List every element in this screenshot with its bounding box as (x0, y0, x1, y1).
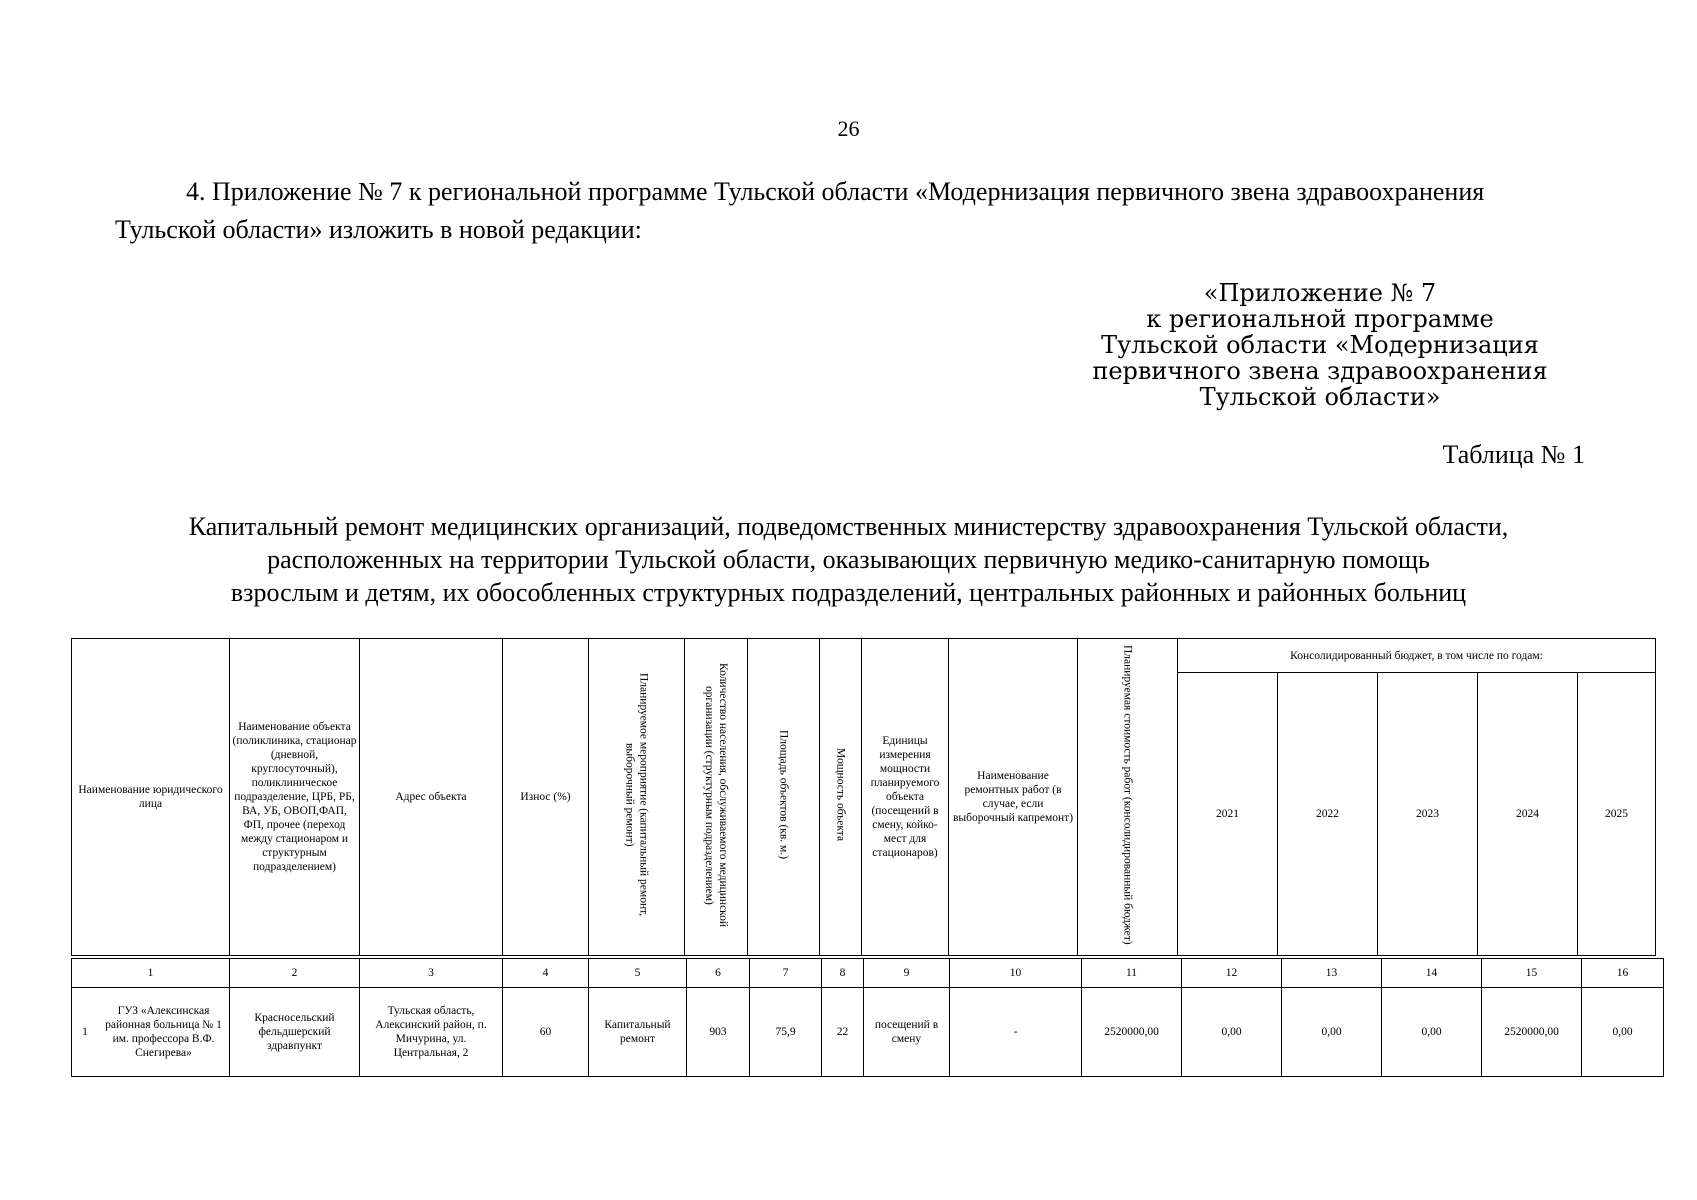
column-number: 13 (1282, 959, 1382, 988)
column-number: 9 (864, 959, 950, 988)
header-capacity-units: Единицы измерения мощности планируемого объекта (посещений в смену, койко-мест для стационаров) (862, 639, 949, 956)
header-object-name: Наименование объекта (поликлиника, стационар (дневной, круглосуточный), поликлиническое подразделение, ЦРБ, РБ, ВА, УБ, ОВОП,ФАП, ФП, прочее (переход между стационаром и структурным подразделением) (230, 639, 360, 956)
header-budget-group: Консолидированный бюджет, в том числе по годам: (1178, 639, 1656, 673)
legal-entity-name: ГУЗ «Алексинская районная больница № 1 им. профессора В.Ф. Снегирева» (105, 1005, 222, 1059)
table-header (71, 638, 1656, 956)
column-number: 4 (503, 959, 589, 988)
cell-year-2025: 0,00 (1582, 988, 1664, 1077)
column-number: 8 (822, 959, 864, 988)
cell-capacity-units: посещений в смену (864, 988, 950, 1077)
annex-line: к региональной программе (1146, 305, 1494, 333)
header-year-2024: 2024 (1478, 673, 1578, 956)
intro-line-2: Тульской области» изложить в новой редакции: (115, 215, 642, 244)
header-wear: Износ (%) (503, 639, 589, 956)
cell-planned-cost: 2520000,00 (1082, 988, 1182, 1077)
cell-year-2024: 2520000,00 (1482, 988, 1582, 1077)
cell-repair-works: - (950, 988, 1082, 1077)
header-repair-works: Наименование ремонтных работ (в случае, если выборочный капремонт) (949, 639, 1078, 956)
column-number: 5 (589, 959, 687, 988)
document-title (60, 510, 1637, 609)
header-population (685, 639, 748, 956)
cell-year-2023: 0,00 (1382, 988, 1482, 1077)
cell-population: 903 (687, 988, 750, 1077)
cell-address: Тульская область, Алексинский район, п. Мичурина, ул. Центральная, 2 (360, 988, 503, 1077)
header-planned-cost-text: Планируемая стоимость работ (консолидированный бюджет) (1121, 645, 1134, 945)
column-number: 15 (1482, 959, 1582, 988)
cell-planned-event: Капитальный ремонт (589, 988, 687, 1077)
cell-wear: 60 (503, 988, 589, 1077)
column-number: 14 (1382, 959, 1482, 988)
header-planned-cost (1078, 639, 1178, 956)
intro-line-1: 4. Приложение № 7 к региональной программе Тульской области «Модернизация первичного звена здравоохранения (186, 177, 1485, 206)
page-number: 26 (837, 116, 860, 141)
column-number: 11 (1082, 959, 1182, 988)
cell-year-2021: 0,00 (1182, 988, 1282, 1077)
title-line: расположенных на территории Тульской области, оказывающих первичную медико-санитарную помощь (267, 545, 1430, 574)
column-number: 7 (750, 959, 822, 988)
header-area (748, 639, 820, 956)
header-population-text: Количество населения, обслуживаемого медицинской организации (структурным подразделением) (703, 662, 729, 928)
annex-line: Тульской области «Модернизация (1101, 331, 1539, 359)
table-label: Таблица № 1 (1442, 440, 1585, 469)
cell-capacity: 22 (822, 988, 864, 1077)
column-number: 3 (360, 959, 503, 988)
annex-line: «Приложение № 7 (1203, 279, 1437, 307)
header-area-text: Площадь объектов (кв. м.) (777, 730, 790, 860)
header-address: Адрес объекта (360, 639, 503, 956)
header-year-2023: 2023 (1378, 673, 1478, 956)
column-number: 2 (230, 959, 360, 988)
annex-heading (1060, 280, 1580, 410)
title-line: Капитальный ремонт медицинских организаций, подведомственных министерству здравоохранения Тульской области, (188, 512, 1509, 541)
header-year-2021: 2021 (1178, 673, 1278, 956)
cell-year-2022: 0,00 (1282, 988, 1382, 1077)
header-year-2022: 2022 (1278, 673, 1378, 956)
table-body (71, 958, 1664, 1077)
column-number: 10 (950, 959, 1082, 988)
annex-line: Тульской области» (1199, 383, 1441, 411)
header-legal-entity: Наименование юридического лица (72, 639, 230, 956)
header-year-2025: 2025 (1578, 673, 1656, 956)
column-number-row (72, 959, 1664, 988)
title-line: взрослым и детям, их обособленных структурных подразделений, центральных районных и районных больниц (230, 578, 1467, 607)
header-planned-event-text: Планируемое мероприятие (капитальный ремонт, выборочный ремонт) (623, 673, 650, 917)
column-number: 12 (1182, 959, 1282, 988)
header-planned-event (589, 639, 685, 956)
table-row (72, 988, 1664, 1077)
cell-area: 75,9 (750, 988, 822, 1077)
header-capacity-text: Мощность объекта (834, 748, 847, 842)
column-number: 1 (72, 959, 230, 988)
annex-line: первичного звена здравоохранения (1092, 357, 1548, 385)
cell-legal-entity (72, 988, 230, 1077)
column-number: 16 (1582, 959, 1664, 988)
column-number: 6 (687, 959, 750, 988)
row-index: 1 (82, 1026, 88, 1038)
cell-object-name: Красносельский фельдшерский здравпункт (230, 988, 360, 1077)
header-capacity (820, 639, 862, 956)
